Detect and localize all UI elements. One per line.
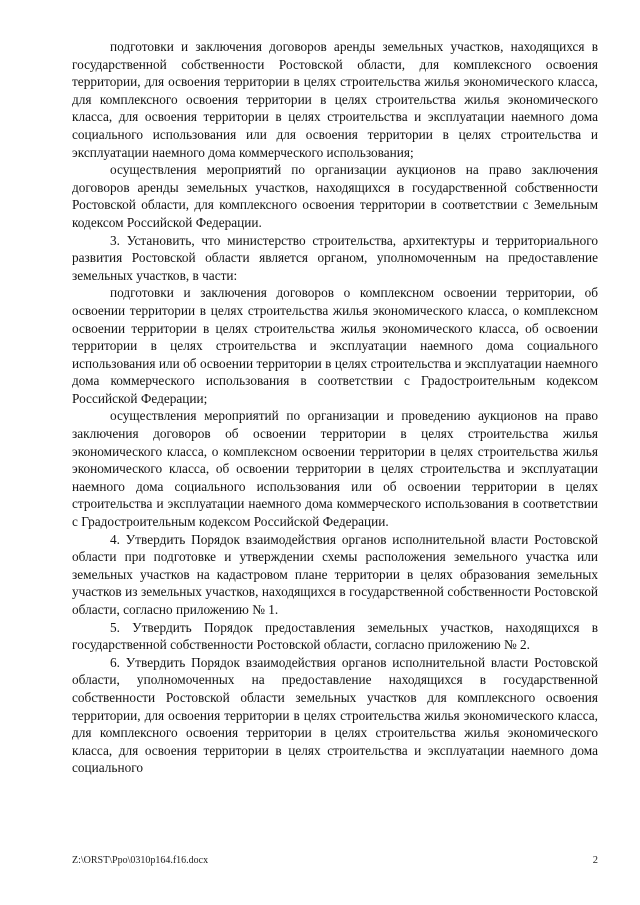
footer-file-path: Z:\ORST\Ppo\0310p164.f16.docx: [72, 855, 209, 866]
paragraph-item-5: 5. Утвердить Порядок предоставления земельных участков, находящихся в государственной собственности Ростовской области, согласно приложению № 2.: [72, 619, 598, 653]
paragraph-item-6: 6. Утвердить Порядок взаимодействия органов исполнительной власти Ростовской области, уполномоченных на предоставление находящихся в государственной собственности Ростовской области земельных участков для комплексного освоения территории, для освоения территории в целях строительства жилья экономического класса, для комплексного освоения территории в целях строительства жилья экономического класса, для освоения территории в целях строительства и эксплуатации наемного дома социального: [72, 654, 598, 776]
document-body: [72, 38, 598, 777]
paragraph-item-4: 4. Утвердить Порядок взаимодействия органов исполнительной власти Ростовской области при подготовке и утверждении схемы расположения земельного участка или земельных участков на кадастровом плане территории в целях образования земельных участков из земельных участков, находящихся в государственной собственности Ростовской области, согласно приложению № 1.: [72, 531, 598, 617]
page-number: 2: [592, 855, 598, 866]
paragraph-development-contracts: подготовки и заключения договоров о комплексном освоении территории, об освоении территории в целях строительства жилья экономического класса, о комплексном освоении территории в целях строительства жилья экономического класса, об освоении территории в целях строительства и эксплуатации наемного дома социального использования или об освоении территории в целях строительства и эксплуатации наемного дома коммерческого использования в соответствии с Градостроительным кодексом Российской Федерации;: [72, 285, 598, 406]
paragraph-lease-auctions: осуществления мероприятий по организации аукционов на право заключения договоров аренды земельных участков, находящихся в государственной собственности Ростовской области, для комплексного освоения территории в соответствии с Земельным кодексом Российской Федерации.: [72, 162, 598, 230]
paragraph-item-3: 3. Установить, что министерство строительства, архитектуры и территориального развития Ростовской области является органом, уполномоченным на предоставление земельных участков, в части:: [72, 232, 598, 283]
paragraph-lease-preparation: подготовки и заключения договоров аренды земельных участков, находящихся в государственной собственности Ростовской области, для комплексного освоения территории, для освоения территории в целях строительства жилья экономического класса, для комплексного освоения территории в целях строительства жилья экономического класса, для освоения территории в целях строительства и эксплуатации наемного дома социального использования или для освоения территории в целях строительства и эксплуатации наемного дома коммерческого использования;: [72, 39, 598, 160]
paragraph-development-auctions: осуществления мероприятий по организации и проведению аукционов на право заключения договоров об освоении территории в целях строительства жилья экономического класса, о комплексном освоении территории в целях строительства жилья экономического класса, об освоении территории в целях строительства и эксплуатации наемного дома социального использования или об освоении территории в целях строительства и эксплуатации наемного дома коммерческого использования в соответствии с Градостроительным кодексом Российской Федерации.: [72, 408, 598, 530]
